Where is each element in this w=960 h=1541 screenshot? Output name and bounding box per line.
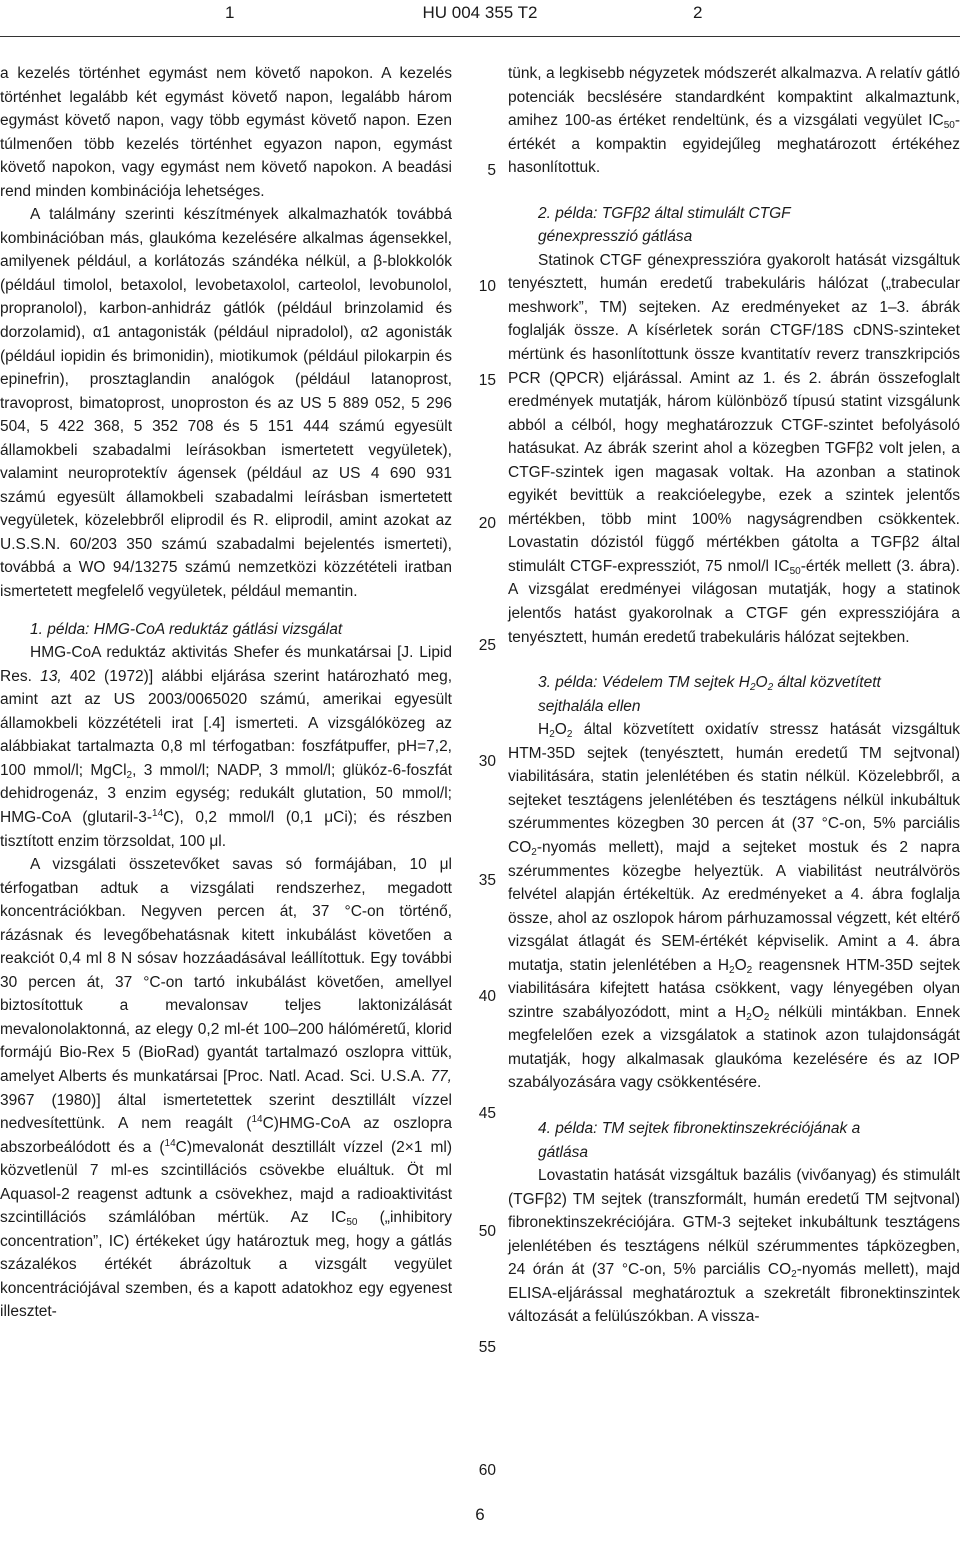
line-number: 15 xyxy=(478,372,496,389)
paragraph: tünk, a legkisebb négyzetek módszerét alkalmazva. A relatív gátló potenciák becslésére standardként kompaktint alkalmaztunk, amihez 100-as értéket rendeltünk, és a vizsgálati vegyület $IC_{50}$-értékét a kompaktin egyidejűleg meghatározott értékéhez hasonlítottuk. xyxy=(508,65,960,177)
paragraph: HMG-CoA reduktáz aktivitás Shefer és munkatársai [J. Lipid Res. 13, 402 (1972)] alábbi eljárása szerint határozható meg, amint azt az US 2003/0065020 számú, amerikai egyesült államokbeli közzétételi irat [.4] ismerteti. A vizsgálóközeg az alábbiakat tartalmazta 0,8 ml térfogatban: foszfátpuffer, pH=7,2, 100 mmol/l; MgCl$_2$, 3 mmol/l; NADP, 3 mmol/l; glükóz-6-foszfát dehidrogenáz, 3 enzim egység; redukált glutation, 50 mmol/l; HMG-CoA (glutaril-3-$^{14}$C), 0,2 mmol/l (0,1 μCi); és részben tisztított enzim törzsoldat, 100 μl. xyxy=(0,644,452,850)
header-rule xyxy=(0,36,960,37)
header-page-left: 1 xyxy=(225,3,235,22)
line-number: 40 xyxy=(478,988,496,1005)
paragraph: a kezelés történhet egymást nem követő napokon. A kezelés történhet legalább két egymást követő napon, legalább három egymást követő napon, vagy több egymást követő napon. Ezen túlmenően több kezelés történhet egyazon napon, egymást követő napokon, vagy egymást nem követő napokon. A beadási rend minden kombinációja lehetséges. xyxy=(0,65,452,200)
line-number: 30 xyxy=(478,753,496,770)
paragraph: Lovastatin hatását vizsgáltuk bazális (vivőanyag) és stimulált (TGFβ2) TM sejtek (transzformált, humán eredetű TM sejtvonal) fibronektinszekréciójára. GTM-3 sejteket inkubáltunk tesztágens jelenlétében és tesztágens nélkül szérummentes tápközegben, 24 órán át (37 °C-on, 5% parciális $CO_2$-nyomás mellett), majd ELISA-eljárással meghatároztuk a szekretált fibronektinszintek változását a felülúszókban. A vissza- xyxy=(508,1167,960,1326)
line-number: 20 xyxy=(478,515,496,532)
right-column xyxy=(508,62,960,1329)
paragraph: $H_2O_2$ által közvetített oxidatív stressz hatását vizsgáltuk HTM-35D sejtek (tenyésztett, humán eredetű TM sejtvonal) viabilitására, statin jelenlétében és statin nélkül. Közelebbről, a sejteket tesztágens jelenlétében és tesztágens nélkül inkubáltuk szérummentes közegben 30 percen át (37 °C-on, 5% parciális $CO_2$-nyomás mellett), majd a sejteket mostuk és 2 napra szérummentes közegbe helyeztük. A viabilitást neutrálvörös felvétel alapján értékeltük. Az eredményeket a 4. ábra foglalja össze, ahol az oszlopok három párhuzamossal végzett, két eltérő vizsgálat átlagát és SEM-értékét képviselik. Amint a 4. ábra mutatja, statin jelenlétében a $H_2O_2$ reagensnek HTM-35D sejtek viabilitására kifejtett hatása csökkent, vagy lényegében olyan szintre szabályozódott, mint a $H_2O_2$ nélküli mintákban. Ennek megfelelően ezek a vizsgálatok a statinok azon tulajdonságát mutatják, hogy alkalmasak glaukóma kezelésére és az IOP szabályozására vagy csökkentésére. xyxy=(508,721,960,1092)
paragraph: A vizsgálati összetevőket savas só formájában, 10 μl térfogatban adtuk a vizsgálati rendszerhez, megadott koncentrációkban. Negyven percen át, 37 °C-on történő, rázásnak és levegőbehatásnak kitett inkubálást követően a reakciót 0,4 ml 8 N sósav hozzáadásával leállítottuk. Egy további 30 percen át, 37 °C-on tartó inkubálást követően, amellyel biztosítottuk a mevalonsav teljes laktonizálását mevalonolaktonná, az elegy 0,2 ml-ét 100–200 hálóméretű, klorid formájú Bio-Rex 5 (BioRad) gyantát tartalmazó oszlopra vittük, amelyet Alberts és munkatársai [Proc. Natl. Acad. Sci. U.S.A. 77, 3967 (1980)] által ismertetettek szerint desztillált vízzel nedvesítettünk. A nem reagált ($^{14}$C)HMG-CoA az oszlopra abszorbeálódott és a ($^{14}$C)mevalonát desztillált vízzel (2×1 ml) közvetlenül 7 ml-es szcintillációs csövekbe eluáltuk. Öt ml Aquasol-2 reagenst adtunk a csövekhez, majd a radioaktivitást szcintillációs számlálóban mértük. Az $IC_{50}$ („inhibitory concentration”, IC) értékeket úgy határoztuk meg, hogy a gátlás százalékos értékét ábrázoltuk a vizsgált vegyület koncentrációjával szemben, és a kapott adatokhoz egy egyenest illesztet- xyxy=(0,856,453,1321)
header-page-right: 2 xyxy=(693,3,703,22)
line-number: 10 xyxy=(478,278,496,295)
line-number: 25 xyxy=(478,637,496,654)
example-heading: 2. példa: TGFβ2 által stimulált CTGF génexpresszió gátlása xyxy=(538,204,791,246)
example-heading: 1. példa: HMG-CoA reduktáz gátlási vizsgálat xyxy=(30,620,343,638)
paragraph: A találmány szerinti készítmények alkalmazhatók továbbá kombinációban más, glaukóma kezelésére alkalmas ágensekkel, amilyenek például, a korlátozás szándéka nélkül, a β-blokkolók (például timolol, betaxolol, levobetaxolol, carteolol, levobunolol, propranolol), karbon-anhidráz gátlók (például brinzolamid és dorzolamid), α1 antagonisták (például nipradolol), α2 agonisták (például iopidin és brimonidin), miotikumok (például pilokarpin és epinefrin), prosztaglandin analógok (például latanoprost, travoprost, bimatoprost, unoproston és az US 5 889 052, 5 296 504, 5 422 368, 5 352 708 és 5 151 444 számú egyesült államokbeli szabadalmi leírásokban ismertetett vegyületek), valamint neuroprotektív ágensek (például az US 4 690 931 számú egyesült államokbeli szabadalmi leírásban ismertetett vegyületek, közelebbről eliprodil és R. eliprodil, amint azokat az U.S.S.N. 60/203 350 számú szabadalmi bejelentés ismerteti), továbbá a WO 94/13275 számú nemzetközi közzétételi iratban ismertetett megfelelő vegyületek, például memantin. xyxy=(0,206,452,601)
line-number: 50 xyxy=(478,1223,496,1240)
example-heading: 3. példa: Védelem TM sejtek $H_2O_2$ által közvetített sejthalála ellen xyxy=(538,674,881,715)
example-heading: 4. példa: TM sejtek fibronektinszekréciójának a gátlása xyxy=(538,1119,861,1161)
line-number: 60 xyxy=(478,1462,496,1479)
paragraph: Statinok CTGF génexpresszióra gyakorolt hatását vizsgáltuk tenyésztett, humán eredetű trabekuláris hálózat („trabecular meshwork”, TM) sejteken. Az eredményeket az 1–3. ábrák foglalják össze. A kísérletek során CTGF/18S cDNS-szinteket mértünk és hasonlítottunk össze kvantitatív reverz transzkripciós PCR (QPCR) eljárással. Amint az 1. és 2. ábrán összefoglalt eredmények mutatják, három különböző típusú statint vizsgálunk abból a célból, hogy meghatározzuk CTGF-szintet befolyásoló hatásukat. Az ábrák szerint ahol a közegben TGFβ2 volt jelen, a CTGF-szintek igen magasak voltak. Ha azonban a statinok egyikét bevittük a reakcióelegybe, ezek a szintek jelentős mértékben, több mint 100% nagyságrendben csökkentek. Lovastatin dózistól függő mértékben gátolta a TGFβ2 által stimulált CTGF-expressziót, 75 nmol/l $IC_{50}$-érték mellett (3. ábra). A vizsgálat eredményei világosan mutatják, hogy a statinok jelentős hatást gyakorolnak a CTGF gén expressziójára a tenyésztett, humán eredetű trabekuláris hálózat sejtekben. xyxy=(508,251,960,646)
line-number: 55 xyxy=(478,1339,496,1356)
left-column xyxy=(0,62,452,1324)
line-number: 35 xyxy=(478,872,496,889)
line-number: 5 xyxy=(487,162,496,179)
page-number: 6 xyxy=(475,1505,485,1524)
header-document-number: HU 004 355 T2 xyxy=(422,3,538,22)
line-number: 45 xyxy=(478,1105,496,1122)
